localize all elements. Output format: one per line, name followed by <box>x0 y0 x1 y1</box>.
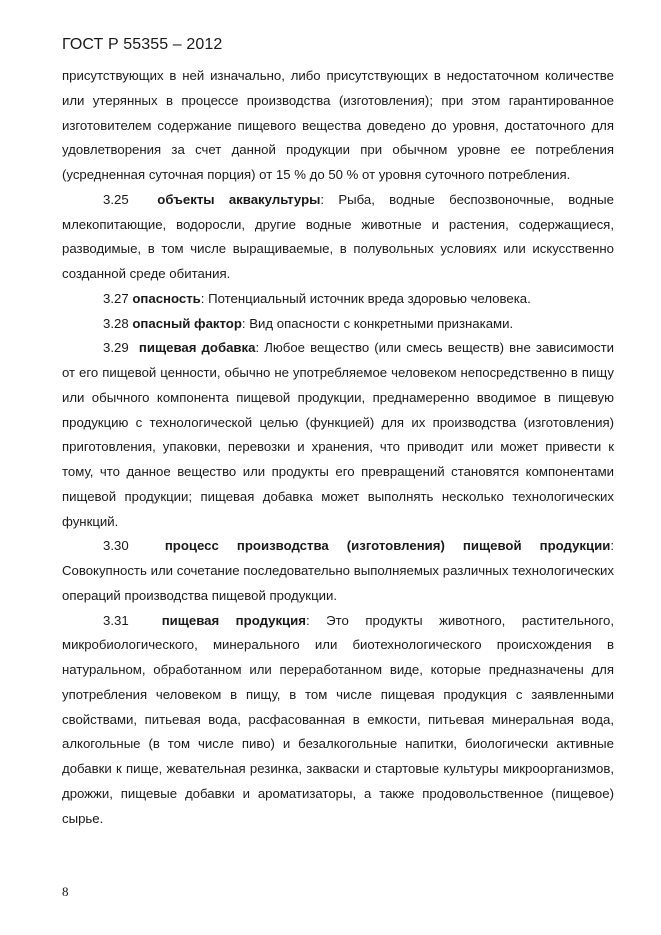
definition-text: : Совокупность или сочетание последовательно выполняемых различных технологических операций производства пищевой продукции. <box>62 538 614 603</box>
definition-3-31 <box>62 609 614 832</box>
clause-number: 3.29 <box>103 340 129 356</box>
definition-3-28 <box>62 312 614 337</box>
document-body <box>62 64 614 831</box>
paragraph-text: присутствующих в ней изначально, либо присутствующих в недостаточном количестве или утерянных в процессе производства (изготовления); при этом гарантированное изготовителем содержание пищевого вещества доведено до уровня, достаточного для удовлетворения за счет данной продукции при обычном уровне ее потребления (усредненная суточная порция) от 15 % до 50 % от уровня суточного потребления. <box>62 68 614 182</box>
definition-3-29 <box>62 336 614 534</box>
term-heading: опасный фактор <box>132 315 242 331</box>
page-number: 8 <box>62 884 69 899</box>
definition-3-30 <box>62 534 614 608</box>
term-heading: пищевая продукция <box>161 612 306 628</box>
clause-number: 3.27 <box>103 290 129 306</box>
clause-number: 3.28 <box>103 315 129 331</box>
definition-3-27 <box>62 287 614 312</box>
term-heading: процесс производства (изготовления) пищевой продукции <box>164 538 611 554</box>
term-heading: пищевая добавка <box>138 340 256 356</box>
definition-text: : Потенциальный источник вреда здоровью человека. <box>200 290 531 306</box>
definition-text: : Вид опасности с конкретными признаками. <box>241 315 514 331</box>
definition-text: : Любое вещество (или смесь веществ) вне зависимости от его пищевой ценности, обычно не употребляемое человеком непосредственно в пищу или обычного компонента пищевой продукции, преднамеренно вводимое в пищевую продукцию с технологической целью (функцией) для их производства (изготовления) приготовления, упаковки, перевозки и хранения, что приводит или может привести к тому, что данное вещество или продукты его превращений становятся компонентами пищевой продукции; пищевая добавка может выполнять несколько технологических функций. <box>62 340 615 529</box>
clause-number: 3.25 <box>103 191 129 207</box>
clause-number: 3.31 <box>103 612 129 628</box>
definition-text: : Это продукты животного, растительного, микробиологического, минерального или биотехнологического происхождения в натуральном, обработанном или переработанном виде, которые предназначены для употребления человеком в пищу, в том числе пищевая продукция с заявленными свойствами, питьевая вода, расфасованная в емкости, питьевая минеральная вода, алкогольные (в том числе пиво) и безалкогольные напитки, биологически активные добавки к пище, жевательная резинка, закваски и стартовые культуры микроорганизмов, дрожжи, пищевые добавки и ароматизаторы, а также продовольственное (пищевое) сырье. <box>62 612 615 826</box>
clause-number: 3.30 <box>103 538 129 554</box>
definition-text: : Рыба, водные беспозвоночные, водные млекопитающие, водоросли, другие водные животные и растения, содержащиеся, разводимые, в том числе выращиваемые, в полувольных условиях или искусственно созданной среде обитания. <box>62 191 614 281</box>
definition-3-25 <box>62 188 614 287</box>
term-heading: опасность <box>132 290 201 306</box>
term-heading: объекты аквакультуры <box>157 191 321 207</box>
paragraph-continuation <box>62 64 614 188</box>
document-header: ГОСТ Р 55355 – 2012 <box>62 36 223 53</box>
